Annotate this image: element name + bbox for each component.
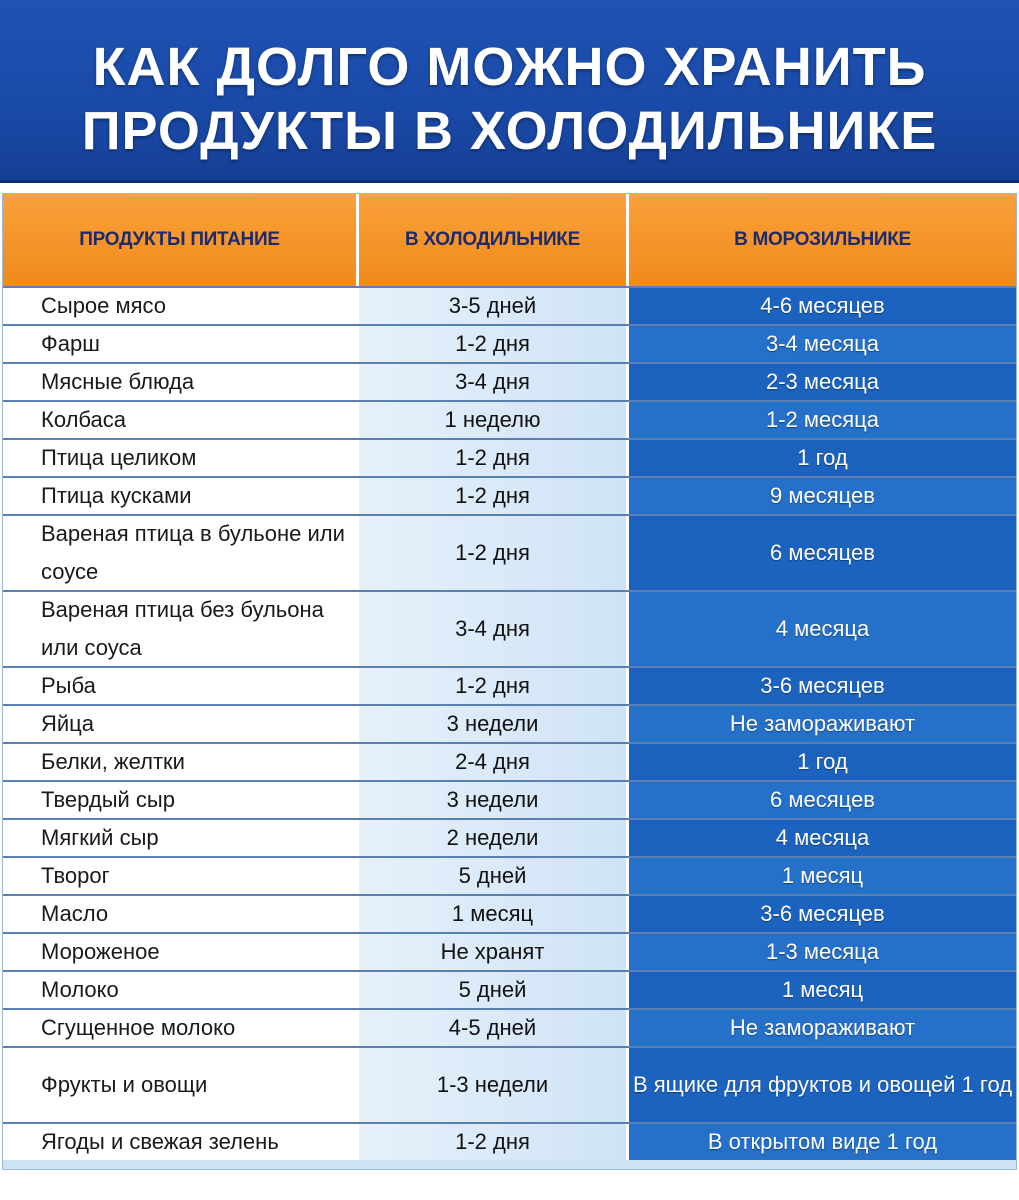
product-cell [3, 516, 359, 590]
product-name: Вареная птица в бульоне или соусе [41, 521, 345, 584]
column-header-fridge: В ХОЛОДИЛЬНИКЕ [359, 194, 629, 286]
product-name: Сгущенное молоко [41, 1015, 236, 1040]
product-cell [3, 478, 359, 514]
product-cell [3, 1010, 359, 1046]
table-row [3, 666, 1016, 704]
fridge-cell: 3 недели [359, 782, 629, 818]
freezer-cell: 1 год [629, 744, 1016, 780]
table-body [3, 286, 1016, 1160]
freezer-cell: 3-4 месяца [629, 326, 1016, 362]
product-name: Белки, желтки [41, 749, 185, 774]
storage-table [2, 193, 1017, 1170]
freezer-cell: 3-6 месяцев [629, 896, 1016, 932]
freezer-cell: Не замораживают [629, 706, 1016, 742]
product-name: Фрукты и овощи [41, 1072, 208, 1097]
freezer-cell: 3-6 месяцев [629, 668, 1016, 704]
product-name: Сырое мясо [41, 293, 167, 318]
fridge-cell: 1-2 дня [359, 516, 629, 590]
table-row [3, 362, 1016, 400]
table-row [3, 856, 1016, 894]
title-line-2: ПРОДУКТЫ В ХОЛОДИЛЬНИКЕ [81, 101, 938, 161]
product-name: Масло [41, 901, 109, 926]
product-cell [3, 1124, 359, 1160]
product-cell [3, 820, 359, 856]
freezer-cell: 4 месяца [629, 592, 1016, 666]
product-cell [3, 326, 359, 362]
product-name: Птица кусками [41, 483, 192, 508]
product-cell [3, 934, 359, 970]
table-row [3, 438, 1016, 476]
freezer-cell: 1-2 месяца [629, 402, 1016, 438]
product-name: Творог [41, 863, 110, 888]
table-row [3, 932, 1016, 970]
product-cell [3, 440, 359, 476]
table-row [3, 1122, 1016, 1160]
fridge-cell: 4-5 дней [359, 1010, 629, 1046]
fridge-cell: 1 месяц [359, 896, 629, 932]
product-cell [3, 668, 359, 704]
freezer-cell: 9 месяцев [629, 478, 1016, 514]
product-cell [3, 592, 359, 666]
product-cell [3, 288, 359, 324]
fridge-cell: 1-2 дня [359, 440, 629, 476]
table-row [3, 780, 1016, 818]
table-row [3, 704, 1016, 742]
table-header [3, 194, 1016, 286]
fridge-cell: 1-3 недели [359, 1048, 629, 1122]
table-row [3, 514, 1016, 590]
product-name: Вареная птица без бульона или соуса [41, 597, 324, 660]
freezer-cell: 1 месяц [629, 972, 1016, 1008]
product-cell [3, 402, 359, 438]
title-line-1: КАК ДОЛГО МОЖНО ХРАНИТЬ [92, 37, 927, 97]
freezer-cell: 6 месяцев [629, 782, 1016, 818]
column-header-product: ПРОДУКТЫ ПИТАНИЕ [3, 194, 359, 286]
product-cell [3, 896, 359, 932]
table-row [3, 476, 1016, 514]
freezer-cell: Не замораживают [629, 1010, 1016, 1046]
table-row [3, 590, 1016, 666]
product-cell [3, 972, 359, 1008]
freezer-cell: 4 месяца [629, 820, 1016, 856]
title-banner [0, 0, 1019, 183]
freezer-cell: 1 месяц [629, 858, 1016, 894]
freezer-cell: 6 месяцев [629, 516, 1016, 590]
freezer-cell: 4-6 месяцев [629, 288, 1016, 324]
fridge-cell: 3-4 дня [359, 592, 629, 666]
product-cell [3, 1048, 359, 1122]
table-row [3, 894, 1016, 932]
table-row [3, 970, 1016, 1008]
freezer-cell: 1-3 месяца [629, 934, 1016, 970]
fridge-cell: 2-4 дня [359, 744, 629, 780]
product-name: Мясные блюда [41, 369, 195, 394]
fridge-cell: 1-2 дня [359, 668, 629, 704]
product-name: Мороженое [41, 939, 160, 964]
table-row [3, 1008, 1016, 1046]
product-cell [3, 706, 359, 742]
table-row [3, 1046, 1016, 1122]
product-name: Молоко [41, 977, 119, 1002]
product-name: Фарш [41, 331, 100, 356]
table-row [3, 818, 1016, 856]
product-cell [3, 782, 359, 818]
freezer-cell: 1 год [629, 440, 1016, 476]
product-cell [3, 364, 359, 400]
product-name: Рыба [41, 673, 96, 698]
product-name: Ягоды и свежая зелень [41, 1129, 279, 1154]
fridge-cell: 5 дней [359, 972, 629, 1008]
freezer-cell: В ящике для фруктов и овощей 1 год [629, 1048, 1016, 1122]
table-row [3, 400, 1016, 438]
fridge-cell: 3-4 дня [359, 364, 629, 400]
product-name: Твердый сыр [41, 787, 175, 812]
fridge-cell: 1 неделю [359, 402, 629, 438]
product-cell [3, 744, 359, 780]
column-header-freezer: В МОРОЗИЛЬНИКЕ [629, 194, 1016, 286]
fridge-cell: 2 недели [359, 820, 629, 856]
freezer-cell: В открытом виде 1 год [629, 1124, 1016, 1160]
fridge-cell: 3 недели [359, 706, 629, 742]
product-name: Птица целиком [41, 445, 197, 470]
product-name: Колбаса [41, 407, 126, 432]
table-row [3, 324, 1016, 362]
table-row [3, 286, 1016, 324]
table-row [3, 742, 1016, 780]
product-name: Яйца [41, 711, 95, 736]
fridge-cell: Не хранят [359, 934, 629, 970]
fridge-cell: 1-2 дня [359, 1124, 629, 1160]
fridge-cell: 1-2 дня [359, 478, 629, 514]
fridge-cell: 1-2 дня [359, 326, 629, 362]
freezer-cell: 2-3 месяца [629, 364, 1016, 400]
fridge-cell: 5 дней [359, 858, 629, 894]
product-name: Мягкий сыр [41, 825, 159, 850]
product-cell [3, 858, 359, 894]
fridge-cell: 3-5 дней [359, 288, 629, 324]
